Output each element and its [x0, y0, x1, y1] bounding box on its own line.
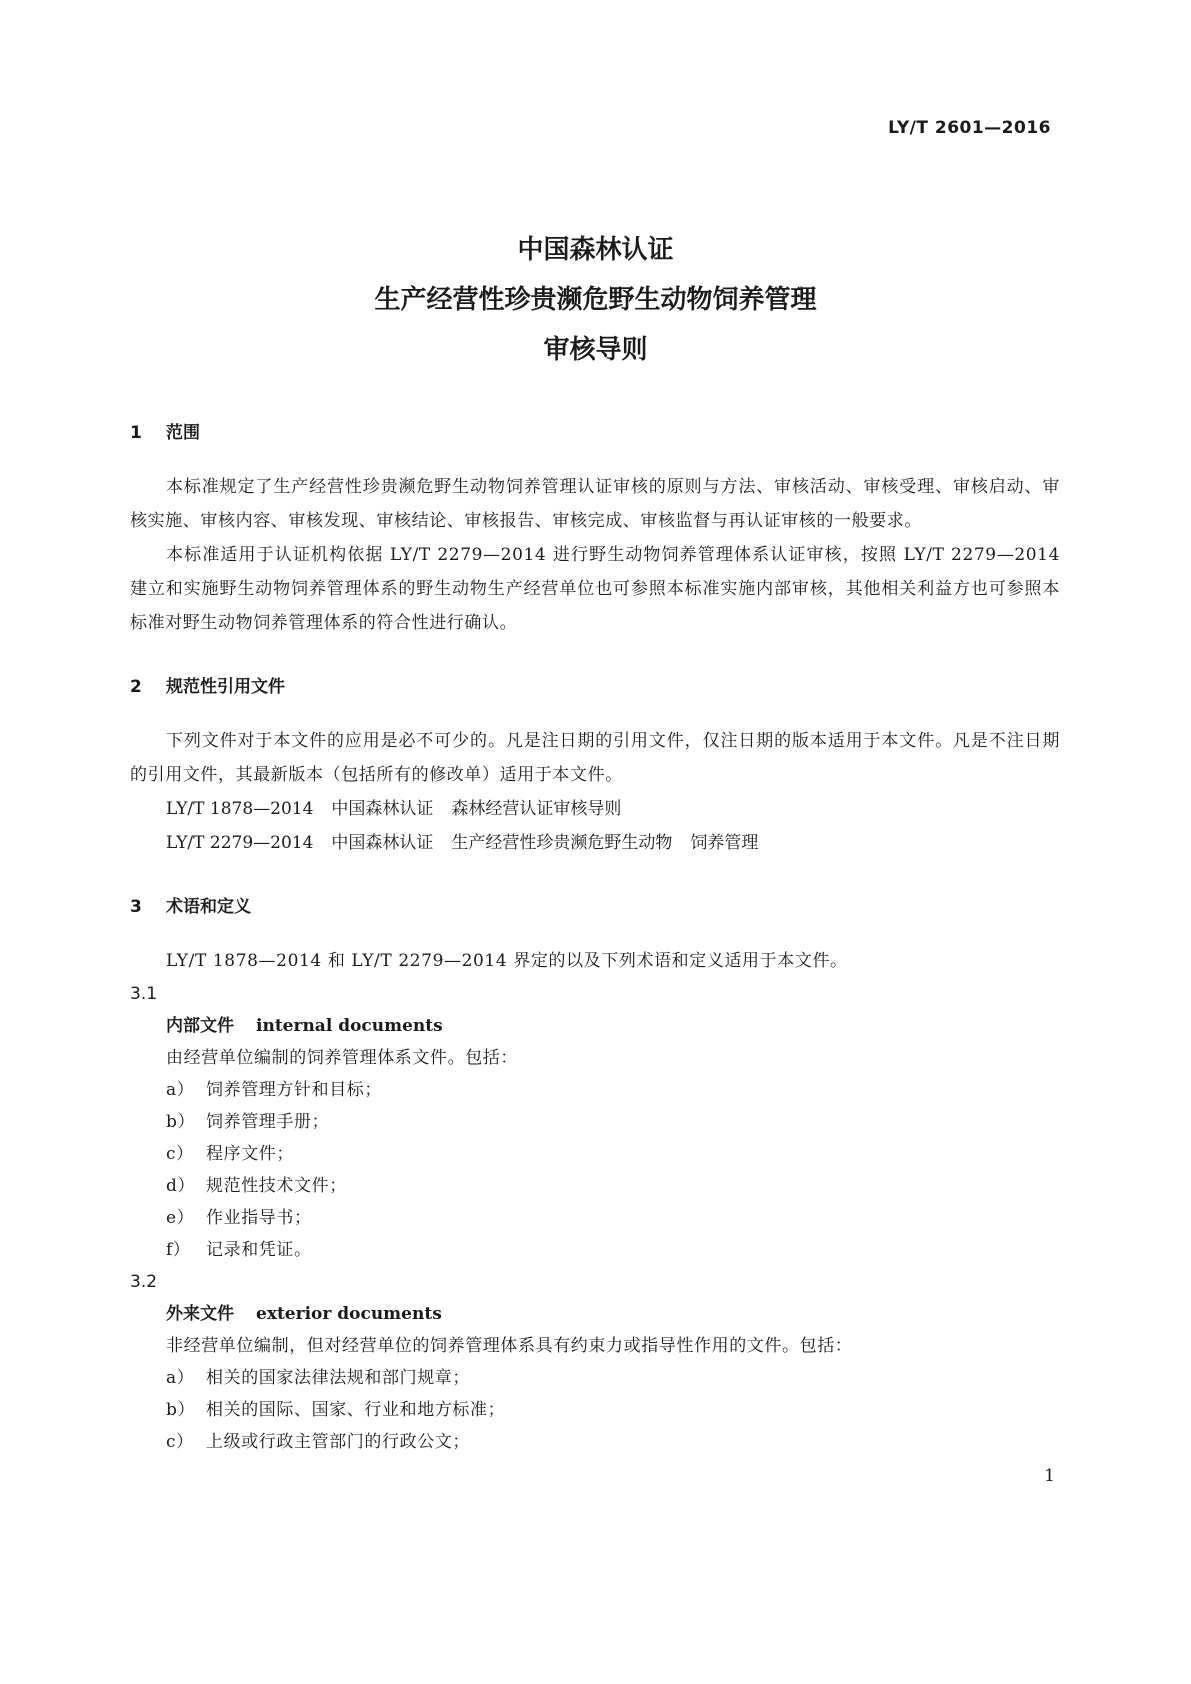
- title-line-2: 生产经营性珍贵濒危野生动物饲养管理: [374, 285, 817, 315]
- section-3-title: 术语和定义: [166, 897, 251, 917]
- document-title: [0, 225, 1191, 375]
- clause-number-3-1: 3.1: [130, 984, 158, 1004]
- section-1-title: 范围: [166, 423, 200, 443]
- reference-name: 森林经营认证审核导则: [451, 799, 622, 819]
- reference-code: LY/T 2279—2014: [166, 833, 314, 853]
- list-label: e）: [166, 1208, 195, 1228]
- list-label: c）: [166, 1144, 194, 1164]
- list-item: [130, 1170, 1060, 1202]
- term-definition: 非经营单位编制，但对经营单位的饲养管理体系具有约束力或指导性作用的文件。包括：: [166, 1336, 853, 1356]
- list-item: [130, 1394, 1060, 1426]
- section-2-paragraph: 下列文件对于本文件的应用是必不可少的。凡是注日期的引用文件，仅注日期的版本适用于本文件。凡是不注日期的引用文件，其最新版本（包括所有的修改单）适用于本文件。: [130, 731, 1060, 785]
- term-zh: 外来文件: [166, 1304, 234, 1324]
- section-2-heading: [130, 672, 1060, 702]
- title-line-3: 审核导则: [543, 335, 648, 365]
- document-body: [130, 418, 1060, 1458]
- term-heading-exterior: [130, 1298, 1060, 1330]
- list-text: 饲养管理方针和目标；: [206, 1080, 382, 1100]
- list-text: 饲养管理手册；: [206, 1112, 330, 1132]
- title-line-1: 中国森林认证: [517, 235, 674, 265]
- list-label: a）: [166, 1368, 195, 1388]
- list-item: [130, 1362, 1060, 1394]
- list-label: c）: [166, 1432, 194, 1452]
- term-zh: 内部文件: [166, 1016, 234, 1036]
- list-item: [130, 1202, 1060, 1234]
- section-1-heading: [130, 418, 1060, 448]
- section-1-paragraph-2: 本标准适用于认证机构依据 LY/T 2279—2014 进行野生动物饲养管理体系认证审核，按照 LY/T 2279—2014 建立和实施野生动物饲养管理体系的野生动物生产经营单位也可参照本标准实施内部审核，其他相关利益方也可参照本标准对野生动物饲养管理体系的符合性进行确认。: [130, 545, 1060, 633]
- reference-extra: 饲养管理: [690, 833, 759, 853]
- reference-name: 生产经营性珍贵濒危野生动物: [451, 833, 673, 853]
- list-text: 相关的国际、国家、行业和地方标准；: [206, 1400, 506, 1420]
- list-text: 规范性技术文件；: [206, 1176, 347, 1196]
- list-text: 相关的国家法律法规和部门规章；: [206, 1368, 470, 1388]
- list-label: b）: [166, 1400, 196, 1420]
- normative-reference: [130, 826, 1060, 860]
- reference-org: 中国森林认证: [331, 833, 434, 853]
- list-item: [130, 1106, 1060, 1138]
- list-item: [130, 1138, 1060, 1170]
- standard-code: LY/T 2601—2016: [888, 118, 1051, 138]
- list-item: [130, 1426, 1060, 1458]
- section-2-number: 2: [130, 677, 142, 697]
- section-2-title: 规范性引用文件: [166, 677, 285, 697]
- section-3-heading: [130, 892, 1060, 922]
- reference-org: 中国森林认证: [331, 799, 434, 819]
- clause-number-3-2: 3.2: [130, 1272, 158, 1292]
- list-item: [130, 1074, 1060, 1106]
- list-label: b）: [166, 1112, 196, 1132]
- reference-code: LY/T 1878—2014: [166, 799, 314, 819]
- section-3-number: 3: [130, 897, 142, 917]
- section-3-paragraph: LY/T 1878—2014 和 LY/T 2279—2014 界定的以及下列术语和定义适用于本文件。: [166, 951, 848, 971]
- list-label: a）: [166, 1080, 195, 1100]
- section-1-number: 1: [130, 423, 142, 443]
- term-definition: 由经营单位编制的饲养管理体系文件。包括：: [166, 1048, 518, 1068]
- term-en: internal documents: [256, 1016, 443, 1036]
- list-text: 记录和凭证。: [206, 1240, 312, 1260]
- list-item: [130, 1234, 1060, 1266]
- section-1-paragraph-1: 本标准规定了生产经营性珍贵濒危野生动物饲养管理认证审核的原则与方法、审核活动、审核受理、审核启动、审核实施、审核内容、审核发现、审核结论、审核报告、审核完成、审核监督与再认证审核的一般要求。: [130, 477, 1060, 531]
- normative-reference: [130, 792, 1060, 826]
- list-text: 程序文件；: [206, 1144, 294, 1164]
- list-text: 上级或行政主管部门的行政公文；: [206, 1432, 470, 1452]
- term-en: exterior documents: [256, 1304, 442, 1324]
- term-heading-internal: [130, 1010, 1060, 1042]
- list-label: d）: [166, 1176, 196, 1196]
- page-number: 1: [1044, 1466, 1055, 1486]
- list-label: f）: [166, 1240, 191, 1260]
- list-text: 作业指导书；: [206, 1208, 312, 1228]
